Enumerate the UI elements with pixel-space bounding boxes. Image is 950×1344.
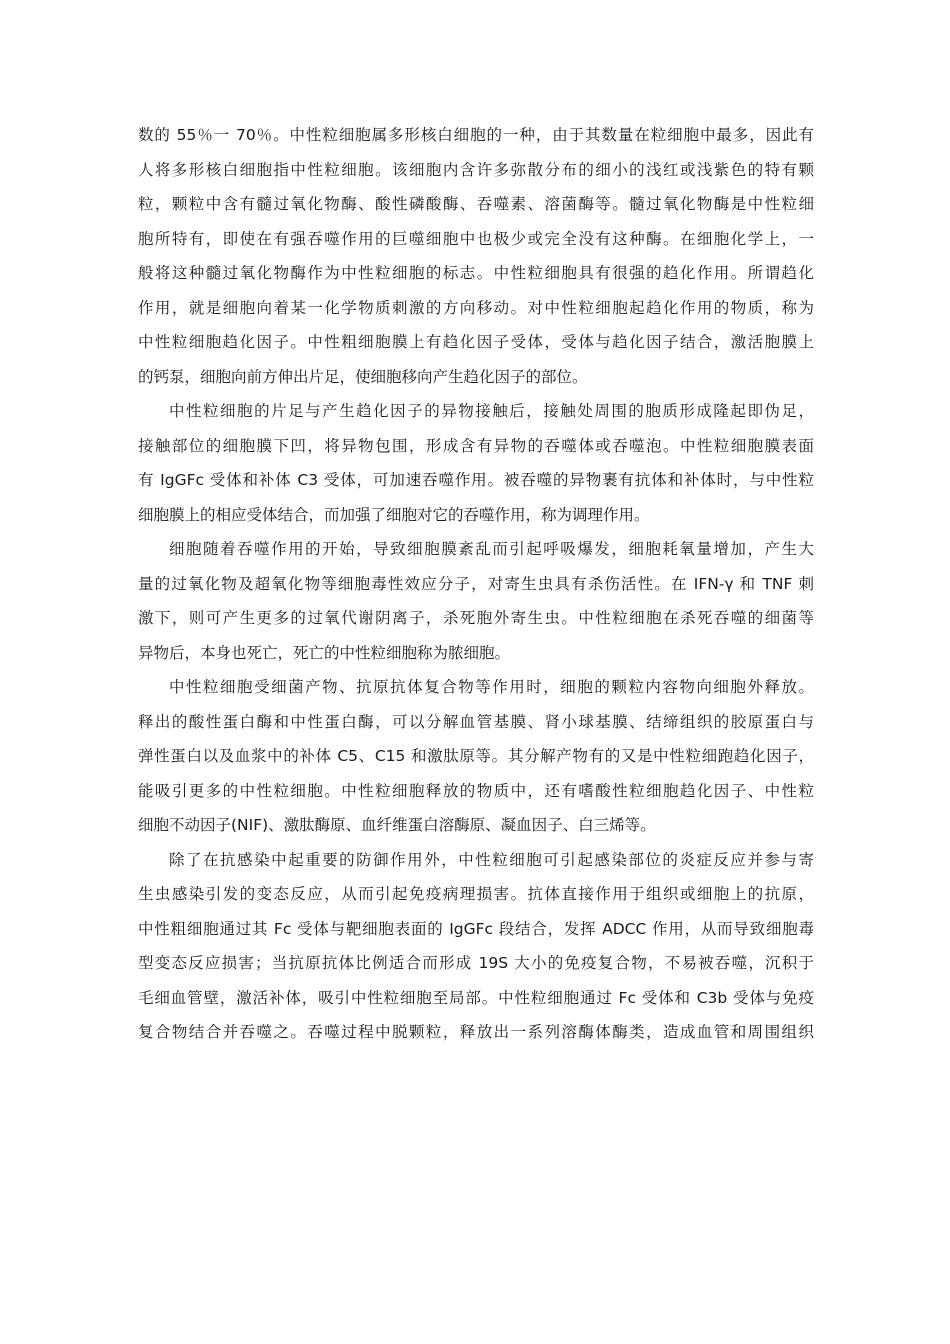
- text-line: 生虫感染引发的变态反应，从而引起免疫病理损害。抗体直接作用于组织或细胞上的抗原，: [138, 885, 814, 903]
- text-line: 有 IgGFc 受体和补体 C3 受体，可加速吞噬作用。被吞噬的异物裹有抗体和补体时，与中性粒: [138, 471, 814, 489]
- text-line: 中性粒细胞的片足与产生趋化因子的异物接触后，接触处周围的胞质形成隆起即伪足，: [169, 402, 814, 420]
- text-line: 中性粒细胞受细菌产物、抗原抗体复合物等作用时，细胞的颗粒内容物向细胞外释放。: [169, 678, 814, 696]
- text-line: 复合物结合并吞噬之。吞噬过程中脱颗粒，释放出一系列溶酶体酶类，造成血管和周围组织: [138, 1023, 814, 1041]
- text-line: 人将多形核白细胞指中性粒细胞。该细胞内含许多弥散分布的细小的浅红或浅紫色的特有颗: [138, 160, 814, 179]
- text-line: 型变态反应损害；当抗原抗体比例适合而形成 19S 大小的免疫复合物，不易被吞噬，沉积于: [138, 954, 814, 972]
- text-line: 胞所特有，即使在有强吞噬作用的巨噬细胞中也极少或完全没有这种酶。在细胞化学上，一: [138, 229, 814, 248]
- document-body: [138, 118, 814, 1050]
- text-line: 细胞随着吞噬作用的开始，导致细胞膜紊乱而引起呼吸爆发，细胞耗氧量增加，产生大: [169, 540, 814, 558]
- text-line: 异物后，本身也死亡，死亡的中性粒细胞称为脓细胞。: [138, 643, 511, 662]
- text-line: 量的过氧化物及超氧化物等细胞毒性效应分子，对寄生虫具有杀伤活性。在 IFN-γ 和 TNF 刺: [138, 574, 814, 593]
- text-line: 中性粗细胞通过其 Fc 受体与靶细胞表面的 IgGFc 段结合，发挥 ADCC 作用，从而导致细胞毒: [138, 919, 814, 938]
- text-line: 粒，颗粒中含有髓过氧化物酶、酸性磷酸酶、吞噬素、溶菌酶等。髓过氧化物酶是中性粒细: [138, 195, 814, 213]
- text-line: 数的 55％一 70％。中性粒细胞属多形核白细胞的一种，由于其数量在粒细胞中最多，因此有: [138, 126, 814, 144]
- text-line: 能吸引更多的中性粒细胞。中性粒细胞释放的物质中，还有嗜酸性粒细胞趋化因子、中性粒: [138, 781, 814, 800]
- text-line: 除了在抗感染中起重要的防御作用外，中性粒细胞可引起感染部位的炎症反应并参与寄: [169, 850, 814, 869]
- text-line: 弹性蛋白以及血浆中的补体 C5、C15 和激肽原等。其分解产物有的又是中性粒细跑趋化因子，: [138, 747, 814, 765]
- text-line: 细胞不动因子(NIF)、激肽酶原、血纤维蛋白溶酶原、凝血因子、白三烯等。: [138, 816, 656, 834]
- text-line: 般将这种髓过氧化物酶作为中性粒细胞的标志。中性粒细胞具有很强的趋化作用。所谓趋化: [138, 264, 814, 282]
- text-line: 释出的酸性蛋白酶和中性蛋白酶，可以分解血管基膜、肾小球基膜、结缔组织的胶原蛋白与: [138, 712, 814, 731]
- text-line: 接触部位的细胞膜下凹，将异物包围，形成含有异物的吞噬体或吞噬泡。中性粒细胞膜表面: [138, 436, 814, 455]
- text-line: 毛细血管壁，激活补体，吸引中性粒细胞至局部。中性粒细胞通过 Fc 受体和 C3b 受体与免疫: [138, 988, 814, 1007]
- text-line: 作用，就是细胞向着某一化学物质刺激的方向移动。对中性粒细胞起趋化作用的物质，称为: [138, 298, 814, 317]
- text-line: 细胞膜上的相应受体结合，而加强了细胞对它的吞噬作用，称为调理作用。: [138, 505, 650, 524]
- text-line: 的钙泵，细胞向前方伸出片足，使细胞移向产生趋化因子的部位。: [138, 367, 588, 386]
- text-line: 中性粒细胞趋化因子。中性粗细胞膜上有趋化因子受体，受体与趋化因子结合，激活胞膜上: [138, 333, 814, 351]
- text-line: 激下，则可产生更多的过氧代谢阴离子，杀死胞外寄生虫。中性粒细胞在杀死吞噬的细菌等: [138, 609, 814, 627]
